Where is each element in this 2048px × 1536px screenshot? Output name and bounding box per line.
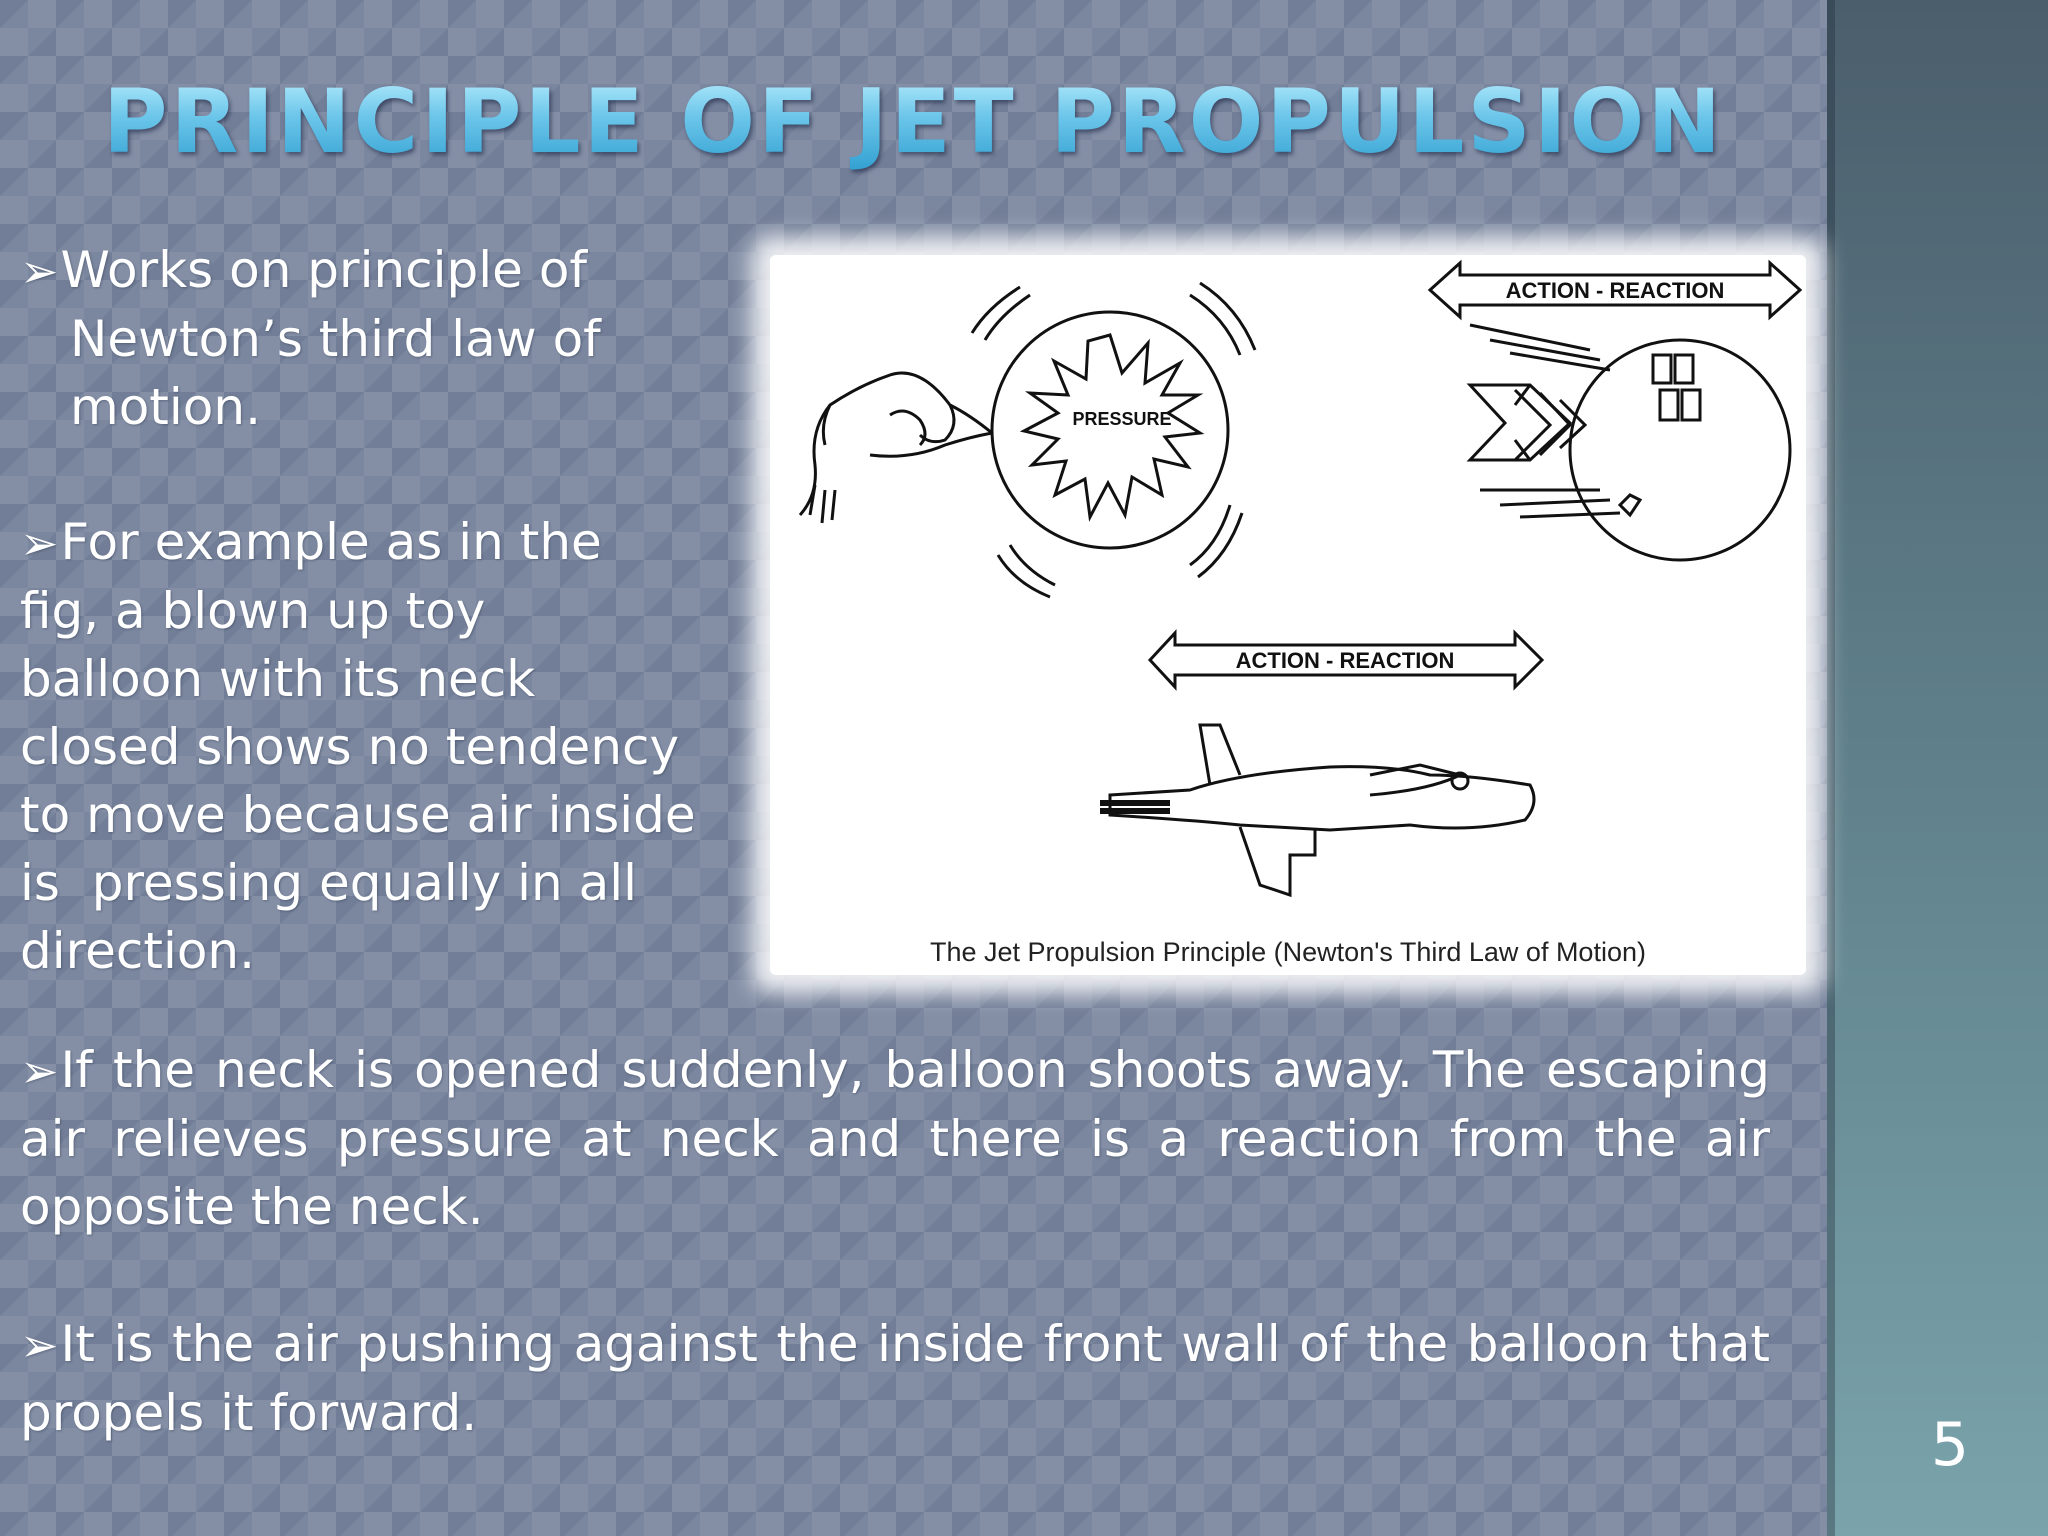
paragraph2-line3: balloon with its neck [20,650,536,708]
figure-caption: The Jet Propulsion Principle (Newton's Third Law of Motion) [930,937,1646,967]
paragraph3-text: If the neck is opened suddenly, balloon shoots away. The escaping air relieves pressure at neck and there is a reaction from the air opposite the neck. [20,1041,1770,1236]
paragraph2-line2: fig, a blown up toy [20,582,486,640]
bullet-arrow-icon: ➢ [20,1044,59,1098]
paragraph2-line5: to move because air inside [20,786,696,844]
bullet-arrow-icon: ➢ [20,516,59,570]
paragraph4-text: It is the air pushing against the inside front wall of the balloon that propels it forward. [20,1315,1770,1442]
pressure-label: PRESSURE [1072,409,1172,429]
paragraph1-line1: Works on principle of [60,241,588,299]
bullet-paragraph-3 [20,1036,1770,1241]
paragraph1-line2: Newton’s third law of [70,310,601,368]
paragraph2-line7: direction. [20,922,256,980]
jet-airplane [1110,767,1534,830]
action-reaction-label-top: ACTION - REACTION [1505,278,1725,303]
figure-drawing [770,255,1806,975]
bullet-paragraph-1 [20,236,720,441]
page-number: 5 [1930,1410,1970,1480]
escaping-balloon [1570,340,1790,560]
jet-propulsion-figure [770,255,1806,975]
slide-title: PRINCIPLE OF JET PROPULSION [0,70,1827,173]
paragraph2-line1: For example as in the [60,513,602,571]
bullet-arrow-icon: ➢ [20,244,59,298]
side-accent-band [1827,0,2048,1536]
paragraph2-line6: is pressing equally in all [20,854,637,912]
bullet-arrow-icon: ➢ [20,1318,59,1372]
paragraph2-line4: closed shows no tendency [20,718,680,776]
bullet-paragraph-2 [20,508,720,985]
paragraph1-line3: motion. [70,378,261,436]
action-reaction-label-bottom: ACTION - REACTION [1235,648,1455,673]
bullet-paragraph-4 [20,1310,1770,1447]
